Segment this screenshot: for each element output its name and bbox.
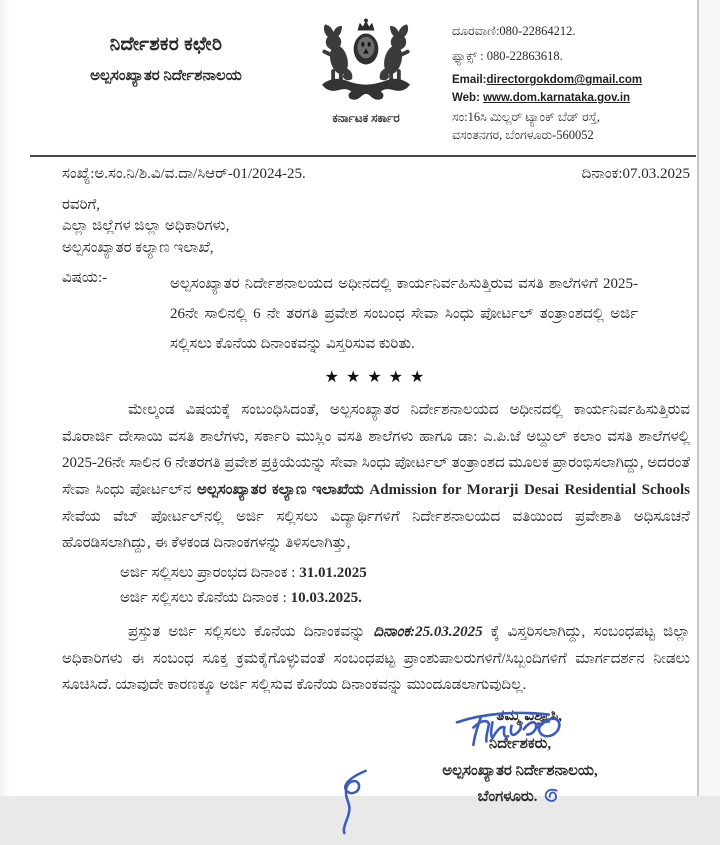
para2-extended-date-bold: ದಿನಾಂಕ:25.03.2025 [373, 623, 483, 640]
application-dates [0, 557, 720, 611]
subject-label: ವಿಷಯ:- [62, 269, 108, 286]
emblem-caption: ಕರ್ನಾಟಕ ಸರ್ಕಾರ [332, 111, 400, 125]
signatory-title: ನಿರ್ದೇಶಕರು, [488, 735, 552, 752]
signature-block [370, 731, 670, 816]
reference-number: ಸಂಖ್ಯೆ:ಅ.ಸಂ.ನಿ/ಶಿ.ವಿ/ವ.ದಾ/ಸಿಆರ್-01/2024-25. [62, 166, 306, 183]
scan-edge-line [697, 0, 699, 796]
para2-tail: ಕ್ಕೆ ವಿಸ್ತರಿಸಲಾಗಿದ್ದು, ಸಂಬಂಧಪಟ್ಟ ಜಿಲ್ಲಾ ಅಧಿಕಾರಿಗಳು ಈ ಸಂಬಂಧ ಸೂಕ್ತ ಕ್ರಮಕೈಗೊಳ್ಳುವಂತೆ ಸಂಬಂಧಪಟ್ಟ ಪ್ರಾಂಶುಪಾಲರುಗಳಿಗೆ/ಸಿಬ್ಬಂದಿಗಳಿಗೆ ಮಾರ್ಗದರ್ಶನ ನೀಡಲು ಸೂಚಿಸಿದೆ. ಯಾವುದೇ ಕಾರಣಕ್ಕೂ ಅರ್ಜಿ ಸಲ್ಲಿಸುವ ಕೊನೆಯ ದಿನಾಂಕವನ್ನು ಮುಂದೂಡಲಾಗುವುದಿಲ್ಲ. [62, 623, 690, 694]
start-date-label: ಅರ್ಜಿ ಸಲ್ಲಿಸಲು ಪ್ರಾರಂಭದ ದಿನಾಂಕ : [120, 565, 300, 582]
signatory-place: ಬೆಂಗಳೂರು. [477, 789, 538, 806]
scan-edge-band [699, 0, 720, 796]
address-line1: ಸಂ:16ಸಿ ಮಿಲ್ಲರ್ ಟ್ಯಾಂಕ್ ಬೆಡ್ ರಸ್ತೆ, [452, 109, 601, 124]
fax-line: ಫ್ಯಾಕ್ಸ್ : 080-22863618. [452, 49, 563, 64]
contact-block [440, 20, 690, 145]
email-label: Email: [452, 74, 487, 87]
end-date-label: ಅರ್ಜಿ ಸಲ್ಲಿಸಲು ಕೊನೆಯ ದಿನಾಂಕ : [120, 590, 291, 606]
start-date-value: 31.01.2025 [299, 565, 367, 582]
body-paragraph-1 [0, 387, 720, 557]
web-address: www.dom.karnataka.gov.in [483, 91, 631, 104]
signature-scribble-icon [440, 705, 590, 767]
para1-lead: ಮೇಲ್ಕಂಡ ವಿಷಯಕ್ಕೆ ಸಂಬಂಧಿಸಿದಂತೆ, ಅಲ್ಪಸಂಖ್ಯಾತರ ನಿರ್ದೇಶನಾಲಯದ ಅಧೀನದಲ್ಲಿ ಕಾರ್ಯನಿರ್ವಹಿಸುತ್ತಿರುವ ಮೊರಾರ್ಜಿ ದೇಸಾಯಿ ವಸತಿ ಶಾಲೆಗಳು, ಸರ್ಕಾರಿ ಮುಸ್ಲಿಂ ವಸತಿ ಶಾಲೆಗಳು ಹಾಗೂ ಡಾ: ಎ.ಪಿ.ಜೆ ಅಬ್ದುಲ್ ಕಲಾಂ ವಸತಿ ಶಾಲೆಗಳಲ್ಲಿ 2025-26ನೇ ಸಾಲಿನ 6 ನೇತರಗತಿ ಪ್ರವೇಶ ಪ್ರಕ್ರಿಯೆಯನ್ನು ಸೇವಾ ಸಿಂಧು ಪೋರ್ಟಲ್ ತಂತ್ರಾಂಶದ ಮೂಲಕ ಪ್ರಾರಂಭಿಸಲಾಗಿದ್ದು, ಅದರಂತೆ ಸೇವಾ ಸಿಂಧು ಪೋರ್ಟಲ್‌ನ [62, 401, 690, 499]
email-line [452, 72, 690, 89]
para2-lead: ಪ್ರಸ್ತುತ ಅರ್ಜಿ ಸಲ್ಲಿಸಲು ಕೊನೆಯ ದಿನಾಂಕವನ್ನು [128, 623, 374, 640]
start-date-line [120, 561, 720, 586]
subject-text: ಅಲ್ಪಸಂಖ್ಯಾತರ ನಿರ್ದೇಶನಾಲಯದ ಅಧೀನದಲ್ಲಿ ಕಾರ್ಯನಿರ್ವಹಿಸುತ್ತಿರುವ ವಸತಿ ಶಾಲೆಗಳಿಗೆ 2025-26ನೇ ಸಾಲಿನಲ್ಲಿ 6 ನೇ ತರಗತಿ ಪ್ರವೇಶ ಸಂಬಂಧ ಸೇವಾ ಸಿಂಧು ಪೋರ್ಟಲ್ ತಂತ್ರಾಂಶದಲ್ಲಿ ಅರ್ಜಿ ಸಲ್ಲಿಸಲು ಕೊನೆಯ ದಿನಾಂಕವನ್ನು ವಿಸ್ತರಿಸುವ ಕುರಿತು. [170, 275, 638, 352]
reference-row [0, 157, 720, 183]
para1-department-bold: ಅಲ್ಪಸಂಖ್ಯಾತರ ಕಲ್ಯಾಣ ಇಲಾಖೆಯ [196, 482, 370, 499]
karnataka-emblem-icon [308, 95, 424, 112]
signatory-organization: ಅಲ್ಪಸಂಖ್ಯಾತರ ನಿರ್ದೇಶನಾಲಯ, [442, 762, 598, 779]
letter-date: ದಿನಾಂಕ:07.03.2025 [581, 166, 690, 183]
recipient-line1: ಎಲ್ಲಾ ಜಿಲ್ಲೆಗಳ ಜಿಲ್ಲಾ ಅಧಿಕಾರಿಗಳು, [62, 218, 230, 235]
signature-endmark-icon [542, 786, 562, 816]
recipient-line2: ಅಲ್ಪಸಂಖ್ಯಾತರ ಕಲ್ಯಾಣ ಇಲಾಖೆ, [62, 239, 214, 256]
end-date-value: 10.03.2025. [290, 590, 362, 606]
phone-line: ದೂರವಾಣಿ:080-22864212. [452, 24, 576, 38]
emblem-block [292, 14, 440, 126]
recipient-block [0, 183, 720, 259]
end-date-line [120, 586, 720, 611]
body-paragraph-2 [0, 611, 720, 699]
email-address: directorgokdom@gmail.com [486, 74, 643, 87]
office-title-line2: ಅಲ್ಪಸಂಖ್ಯಾತರ ನಿರ್ದೇಶನಾಲಯ [90, 68, 242, 84]
signature-flourish-icon [334, 767, 374, 845]
para1-service-name-bold: Admission for Morarji Desai Residential Schools [369, 482, 690, 499]
letterhead [0, 0, 720, 145]
para1-tail: ಸೇವೆಯ ವೆಬ್ ಪೋರ್ಟಲ್‌ನಲ್ಲಿ ಅರ್ಜಿ ಸಲ್ಲಿಸಲು ವಿದ್ಯಾರ್ಥಿಗಳಿಗೆ ನಿರ್ದೇಶನಾಲಯದ ವತಿಯಿಂದ ಪ್ರವೇಶಾತಿ ಅಧಿಸೂಚನೆ ಹೊರಡಿಸಲಾಗಿದ್ದು, ಈ ಕೆಳಕಂಡ ದಿನಾಂಕಗಳನ್ನು ತಿಳಿಸಲಾಗಿತ್ತು, [62, 508, 690, 552]
subject-block [0, 259, 720, 359]
address-line2: ವಸಂತನಗರ, ಬೆಂಗಳೂರು-560052 [452, 128, 594, 143]
signatory-place-line [370, 784, 670, 816]
valediction: ತಮ್ಮ ವಿಶ್ವಾಸಿ, [496, 707, 562, 724]
recipient-salutation: ರವರಿಗೆ, [62, 197, 100, 214]
web-line [452, 90, 690, 107]
star-separator: ★★★★★ [324, 368, 432, 386]
web-label: Web: [452, 91, 484, 104]
office-title-line1: ನಿರ್ದೇಶಕರ ಕಛೇರಿ [109, 34, 223, 55]
office-title-block [40, 20, 292, 85]
